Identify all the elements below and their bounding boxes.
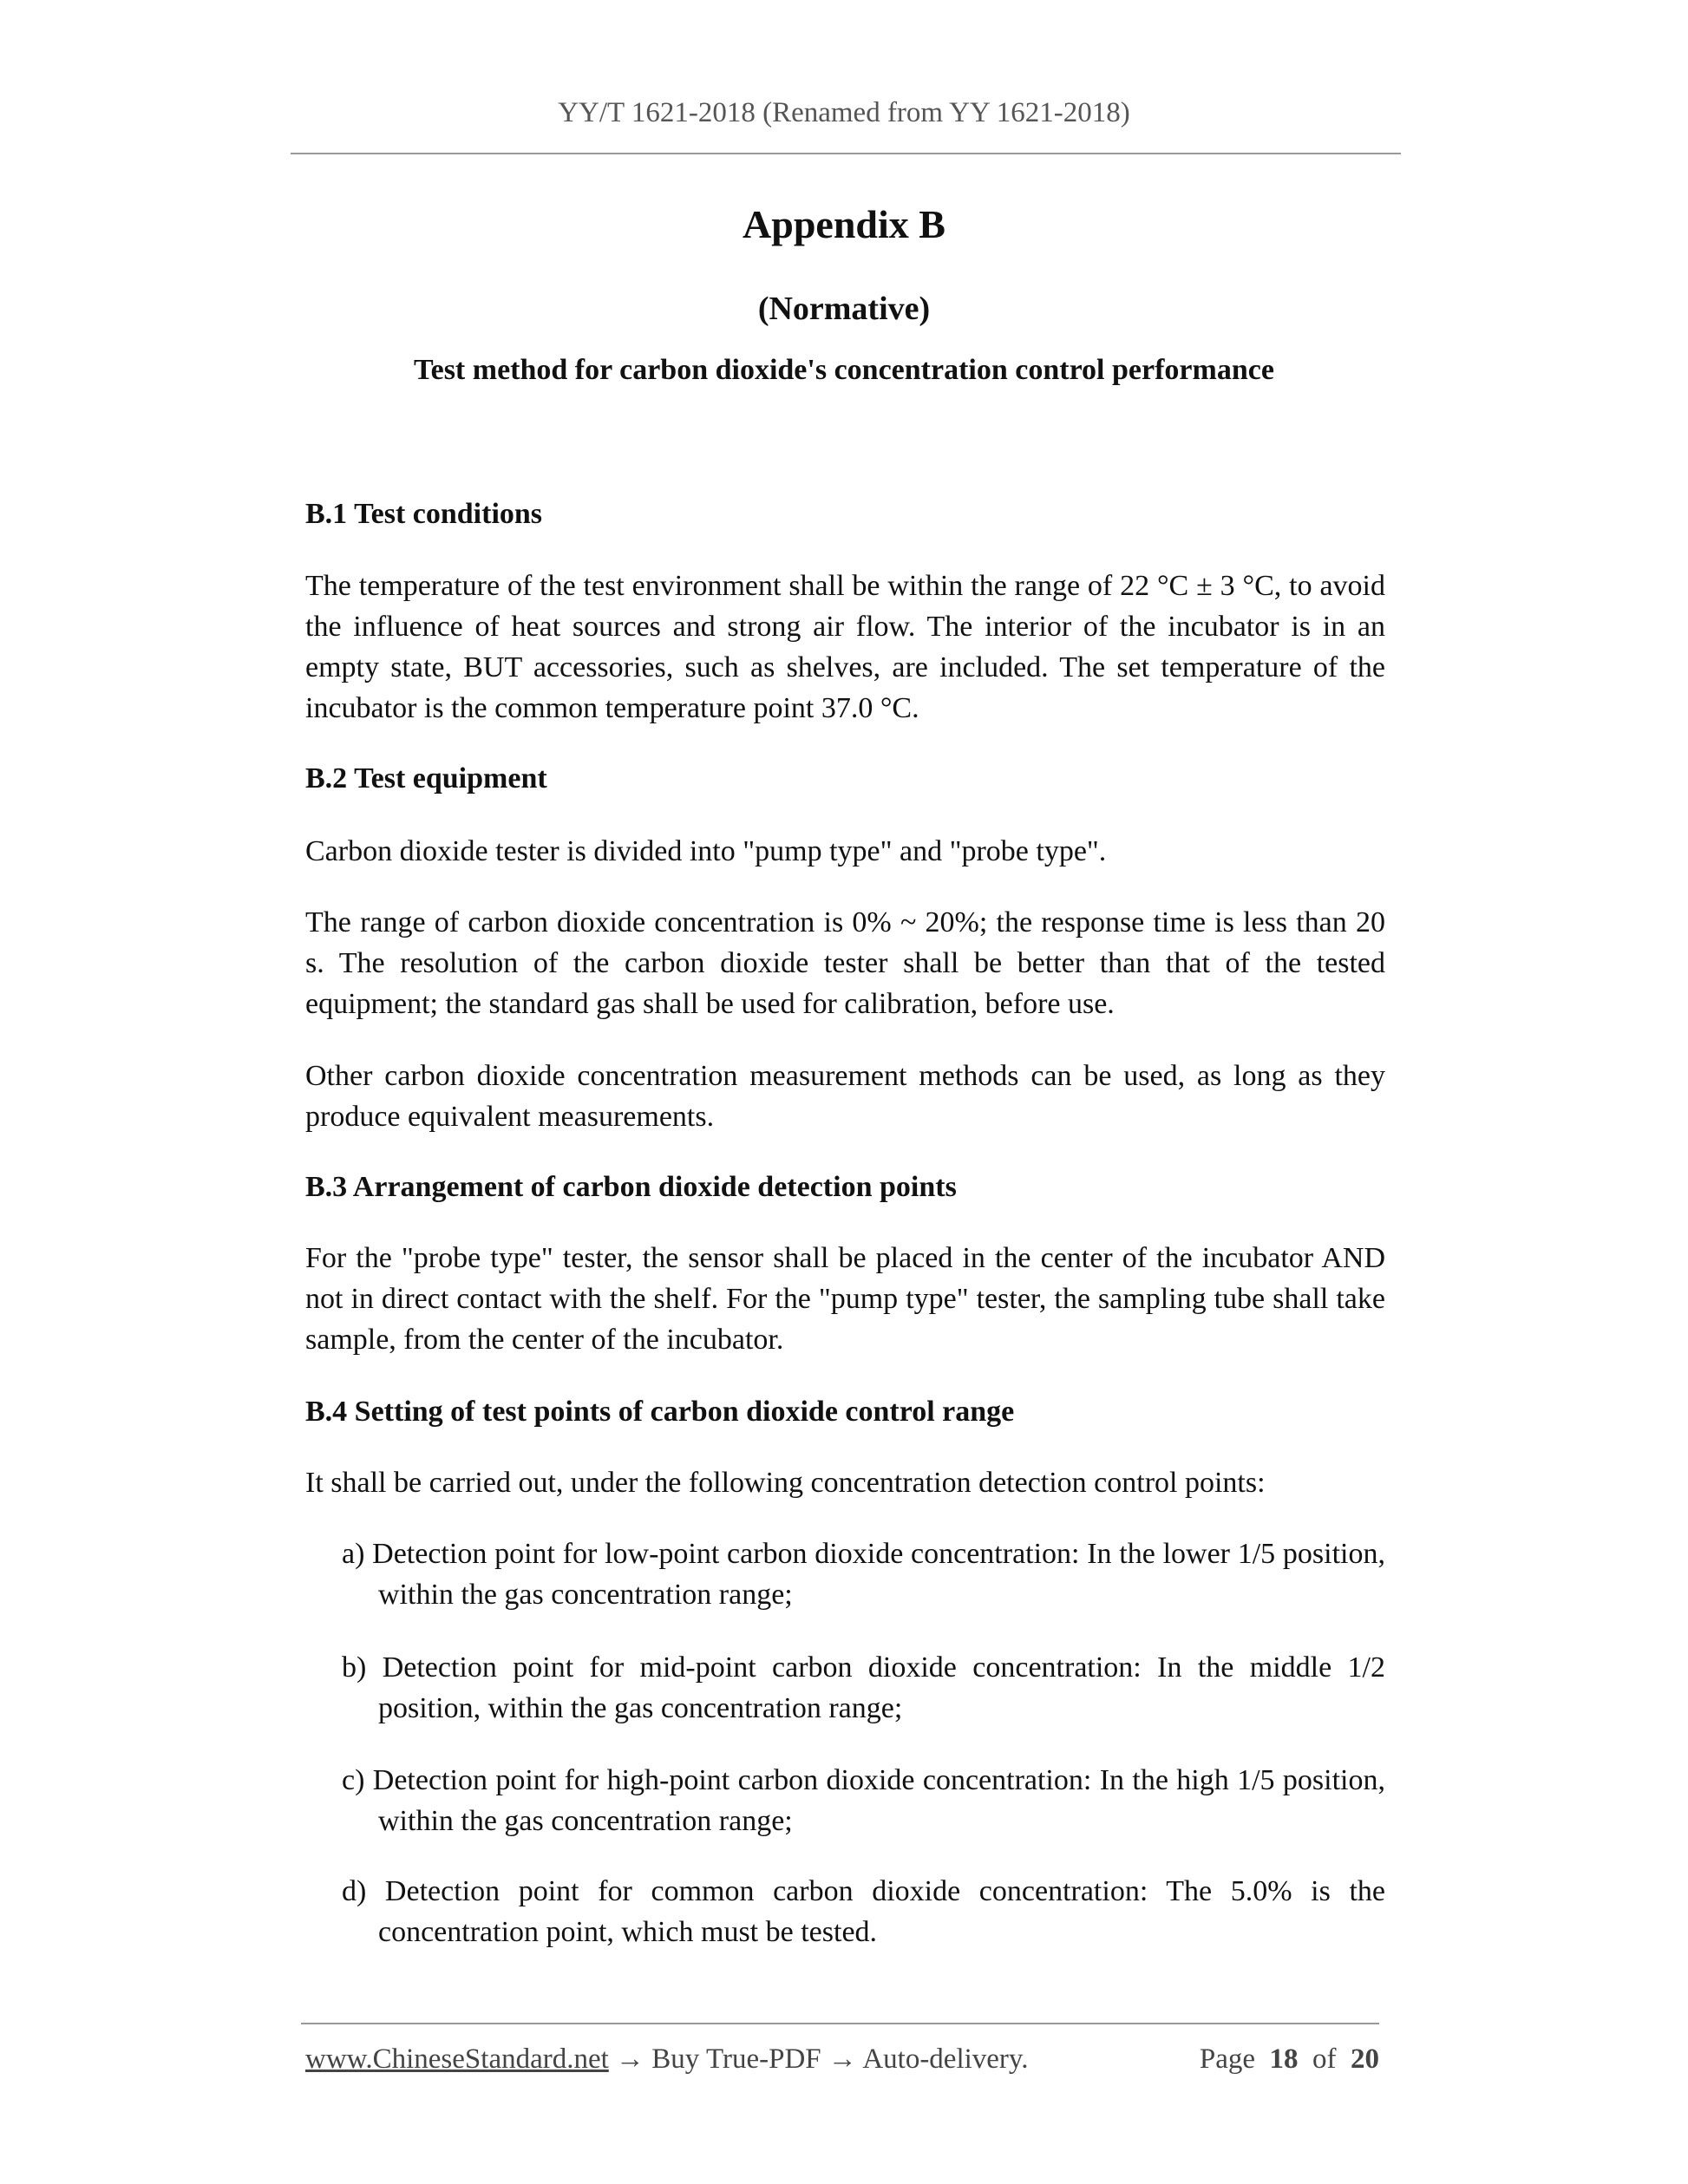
list-item: d) Detection point for common carbon dioxide concentration: The 5.0% is the concentration point, which must be tested. xyxy=(342,1875,1385,1948)
list-item: a) Detection point for low-point carbon dioxide concentration: In the lower 1/5 position, within the gas concentration range; xyxy=(342,1538,1385,1611)
section-heading-b4: B.4 Setting of test points of carbon dioxide control range xyxy=(305,1396,1015,1428)
delivery-text: Auto-delivery. xyxy=(862,2043,1029,2075)
page-label: Page xyxy=(1199,2043,1255,2075)
buy-text: Buy True-PDF xyxy=(651,2043,821,2075)
list-item: c) Detection point for high-point carbon dioxide concentration: In the high 1/5 position, within the gas concentration range; xyxy=(342,1764,1385,1837)
paragraph: Carbon dioxide tester is divided into "pump type" and "probe type". xyxy=(305,835,1107,867)
list-item: b) Detection point for mid-point carbon dioxide concentration: In the middle 1/2 position, within the gas concentration range; xyxy=(342,1651,1385,1724)
paragraph: For the "probe type" tester, the sensor shall be placed in the center of the incubator AND not in direct contact with the shelf. For the "pump type" tester, the sampling tube shall take sample, from the center of the incubator. xyxy=(305,1242,1385,1356)
header-rule xyxy=(291,153,1401,154)
appendix-subtitle: Test method for carbon dioxide's concentration control performance xyxy=(414,354,1274,386)
document-header: YY/T 1621-2018 (Renamed from YY 1621-2018) xyxy=(558,97,1130,128)
paragraph: Other carbon dioxide concentration measurement methods can be used, as long as they produce equivalent measurements. xyxy=(305,1060,1385,1133)
total-pages: 20 xyxy=(1351,2043,1379,2075)
footer-left xyxy=(305,2043,1029,2076)
appendix-type: (Normative) xyxy=(757,291,931,327)
arrow-right-icon: → xyxy=(616,2043,645,2075)
paragraph: The temperature of the test environment shall be within the range of 22 °C ± 3 °C, to avoid the influence of heat sources and strong air flow. The interior of the incubator is in an empty state, BUT accessories, such as shelves, are included. The set temperature of the incubator is the common temperature point 37.0 °C. xyxy=(305,570,1385,724)
appendix-title: Appendix B xyxy=(743,202,945,246)
of-label: of xyxy=(1312,2043,1337,2075)
footer-rule xyxy=(301,2023,1379,2024)
section-heading-b1: B.1 Test conditions xyxy=(305,498,543,530)
website-link[interactable]: www.ChineseStandard.net xyxy=(305,2043,609,2075)
page-number xyxy=(1200,2043,1379,2076)
section-heading-b2: B.2 Test equipment xyxy=(305,762,547,794)
arrow-right-icon: → xyxy=(828,2043,857,2075)
paragraph: The range of carbon dioxide concentration is 0% ~ 20%; the response time is less than 20 s. The resolution of the carbon dioxide tester shall be better than that of the tested equipment; the standard gas shall be used for calibration, before use. xyxy=(305,906,1385,1020)
section-heading-b3: B.3 Arrangement of carbon dioxide detection points xyxy=(305,1171,957,1203)
paragraph: It shall be carried out, under the following concentration detection control points: xyxy=(305,1467,1266,1499)
current-page: 18 xyxy=(1269,2043,1299,2075)
